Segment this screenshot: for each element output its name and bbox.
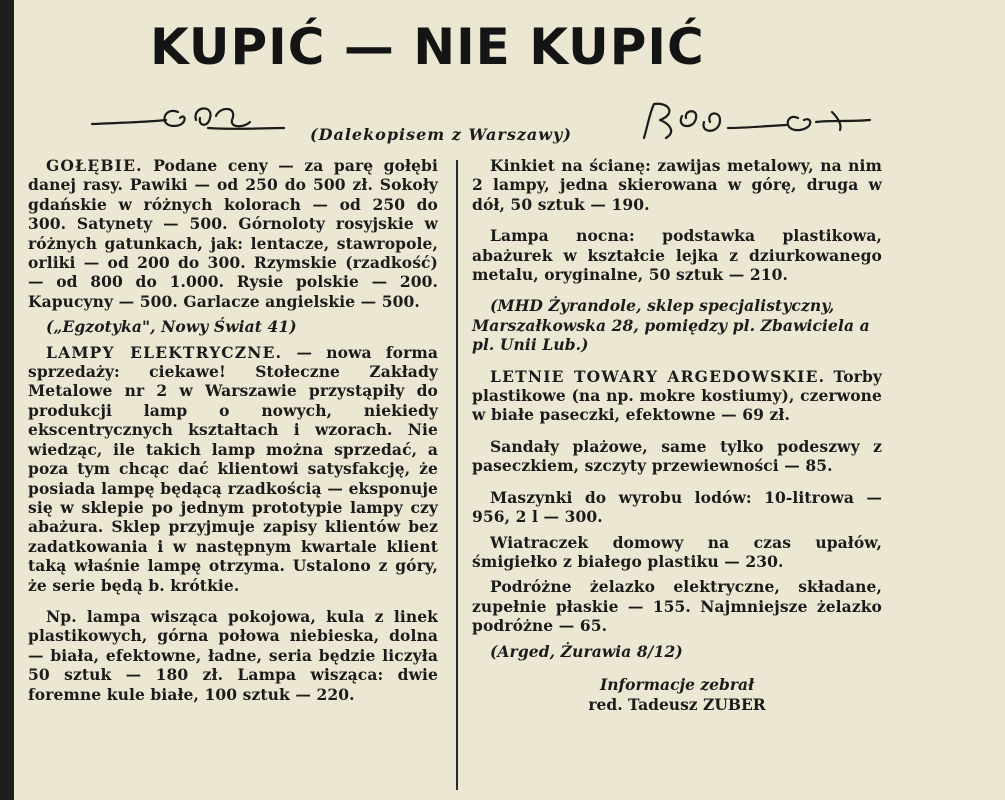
paragraph-fan: Wiatraczek domowy na czas upałów, śmigiełko z białego plastiku — 230.	[472, 532, 882, 571]
column-divider	[456, 160, 458, 790]
paragraph-pigeons: GOŁĘBIE. Podane ceny — za parę gołębi danej rasy. Pawiki — od 250 do 500 zł. Sokoły gdańskie w różnych kolorach — od 250 do 300. Satynety — 500. Górnoloty rosyjskie w różnych gatunkach, jak: lentacze, stawropole, orliki — od 200 do 300. Rzymskie (rzadkość) — od 800 do 1.000. Rysie polskie — 200. Kapucyny — 500. Garlacze angielskie — 500.	[28, 156, 438, 311]
credit-line: Informacje zebrał	[599, 674, 755, 694]
credit-author: red. Tadeusz ZUBER	[588, 694, 766, 714]
paragraph-lamps: LAMPY ELEKTRYCZNE. — nowa forma sprzedaży: ciekawe! Stołeczne Zakłady Metalowe nr 2 w Warszawie przystąpiły do produkcji lamp o nowych, niekiedy ekscentrycznych kształtach i wzorach. Nie wiedząc, ile takich lamp można sprzedać, a poza tym chcąc dać klientowi satysfakcję, że posiada lampę będącą rzadkością — eksponuje się w sklepie po jednym prototypie lampy czy abażura. Sklep przyjmuje zapisy klientów bez zadatkowania i w następnym kwartale klient taką właśnie lampę otrzyma. Ustalono z góry, że serie będą b. krótkie.	[28, 342, 438, 595]
paragraph-hanging-lamp: Np. lampa wisząca pokojowa, kula z linek plastikowych, górna połowa niebieska, dolna — biała, efektowne, ładne, seria będzie liczyła 50 sztuk — 180 zł. Lampa wisząca: dwie foremne kule białe, 100 sztuk — 220.	[28, 606, 438, 704]
paragraph-summer-goods: LETNIE TOWARY ARGEDOWSKIE. Torby plastikowe (na np. mokre kostiumy), czerwone w białe paseczki, efektowne — 69 zł.	[472, 366, 882, 425]
paragraph-wall-lamp: Kinkiet na ścianę: zawijas metalowy, na nim 2 lampy, jedna skierowana w górę, druga w dół, 50 sztuk — 190.	[472, 156, 882, 214]
paragraph-sandals: Sandały plażowe, same tylko podeszwy z paseczkiem, szczyty przewiewności — 85.	[472, 436, 882, 476]
source-mhd: (MHD Żyrandole, sklep specjalistyczny, Marszałkowska 28, pomiędzy pl. Zbawiciela a pl. Unii Lub.)	[472, 296, 870, 355]
paragraph-travel-iron: Podróżne żelazko elektryczne, składane, zupełnie płaskie — 155. Najmniejsze żelazko podróżne — 65.	[472, 577, 882, 636]
illustrator-signature-left	[88, 98, 288, 140]
source-egzotyka: („Egzotyka", Nowy Świat 41)	[46, 317, 297, 337]
author-credit	[472, 675, 882, 715]
paragraph-night-lamp: Lampa nocna: podstawka plastikowa, abażurek w kształcie lejka z dziurkowanego metalu, oryginalne, 50 sztuk — 210.	[472, 226, 882, 285]
paragraph-ice-cream-makers: Maszynki do wyrobu lodów: 10-litrowa — 956, 2 l — 300.	[472, 487, 882, 527]
dateline: (Dalekopisem z Warszawy)	[310, 125, 572, 144]
right-column	[472, 156, 882, 715]
left-column	[28, 156, 438, 704]
page-edge-bar	[0, 0, 14, 800]
illustrator-signature-right	[636, 98, 876, 150]
source-arged: (Arged, Żurawia 8/12)	[490, 641, 683, 661]
article-headline: KUPIĆ — NIE KUPIĆ	[150, 18, 705, 76]
